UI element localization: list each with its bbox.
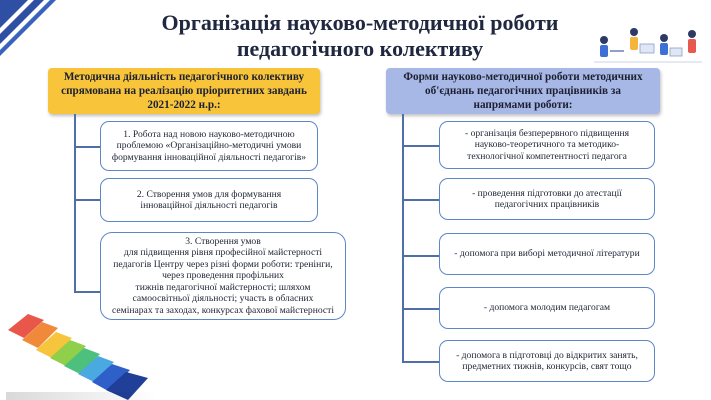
right-item-5-line2: предметних тижнів, конкурсів, свят тощо [462,361,632,372]
right-connector-branch-3 [402,255,439,257]
left-header-line1: Методична діяльність педагогічного колективу [63,71,305,83]
left-item-3-line3: педагогів Центру через різні форми роботи: тренінги, [113,258,333,270]
left-item-2-line1: 2. Створення умов для формування [136,188,282,200]
left-item-1-line2: проблемою «Організаційно-методичні умови [116,140,302,152]
right-item-5-line1: - допомога в підготовці до відкритих занять, [456,349,638,361]
left-item-1-line3: формування інноваційної діяльності педагогів» [111,151,307,163]
left-item-3-line5: тижнів педагогічної майстерності; шляхом [135,281,311,293]
right-connector-branch-5 [402,361,439,363]
right-item-1-line2: науково-теоретичного та методико- [474,139,620,151]
right-item-4 [439,287,655,329]
left-item-3-line4: через проведення профільних [162,270,284,282]
right-header-line2: об'єднань педагогічних працівників за [425,85,621,97]
left-connector-branch-2 [74,199,100,201]
left-item-2 [100,178,318,222]
left-connector-branch-1 [74,146,100,148]
right-item-3-line1: - допомога при виборі методичної літератури [454,248,640,260]
left-item-3-line7: семінарах та заходах, конкурсах фахової майстерності [112,304,334,316]
right-connector-branch-2 [402,199,439,201]
right-item-3 [439,233,655,275]
right-item-5 [439,340,655,382]
left-connector-vertical [74,114,76,292]
left-column-header [48,68,320,114]
right-header-line3: напрямами роботи: [473,99,573,111]
left-header-line3: 2021-2022 н.р.: [147,99,221,111]
right-item-1-line1: - організація безперервного підвищення [464,127,630,139]
right-connector-vertical [402,114,404,362]
left-item-1 [100,121,318,171]
right-connector-branch-1 [402,145,439,147]
right-item-2-line1: - проведення підготовки до атестації [472,187,622,199]
right-column-header [386,68,660,114]
right-item-2 [439,178,655,220]
right-header-line1: Форми науково-методичної роботи методичних [403,71,643,83]
right-item-4-line1: - допомога молодим педагогам [483,302,611,314]
left-item-3-line2: для підвищення рівня професійної майстерності [123,247,323,259]
left-header-line2: спрямована на реалізацію пріоритетних завдань [61,85,307,97]
left-item-1-line1: 1. Робота над новою науково-методичною [123,128,295,140]
page-title-line2: педагогічного колективу [236,36,484,61]
left-item-3-line6: самоосвітньої діяльності; участь в обласних [132,293,314,305]
people-at-desks-illustration [592,20,704,66]
left-item-2-line2: інноваційної діяльності педагогів [140,200,278,211]
right-connector-branch-4 [402,308,439,310]
left-connector-branch-3 [74,291,100,293]
right-item-2-line2: педагогічних працівників [494,199,600,210]
left-item-3-line1: 3. Створення умов [185,235,261,247]
page-title [100,10,620,62]
page-title-line1: Організація науково-методичної роботи [161,10,559,35]
colored-folders-illustration [6,304,156,400]
right-item-1-line3: технологічної компетентності педагога [467,150,627,162]
right-item-1 [439,121,655,169]
